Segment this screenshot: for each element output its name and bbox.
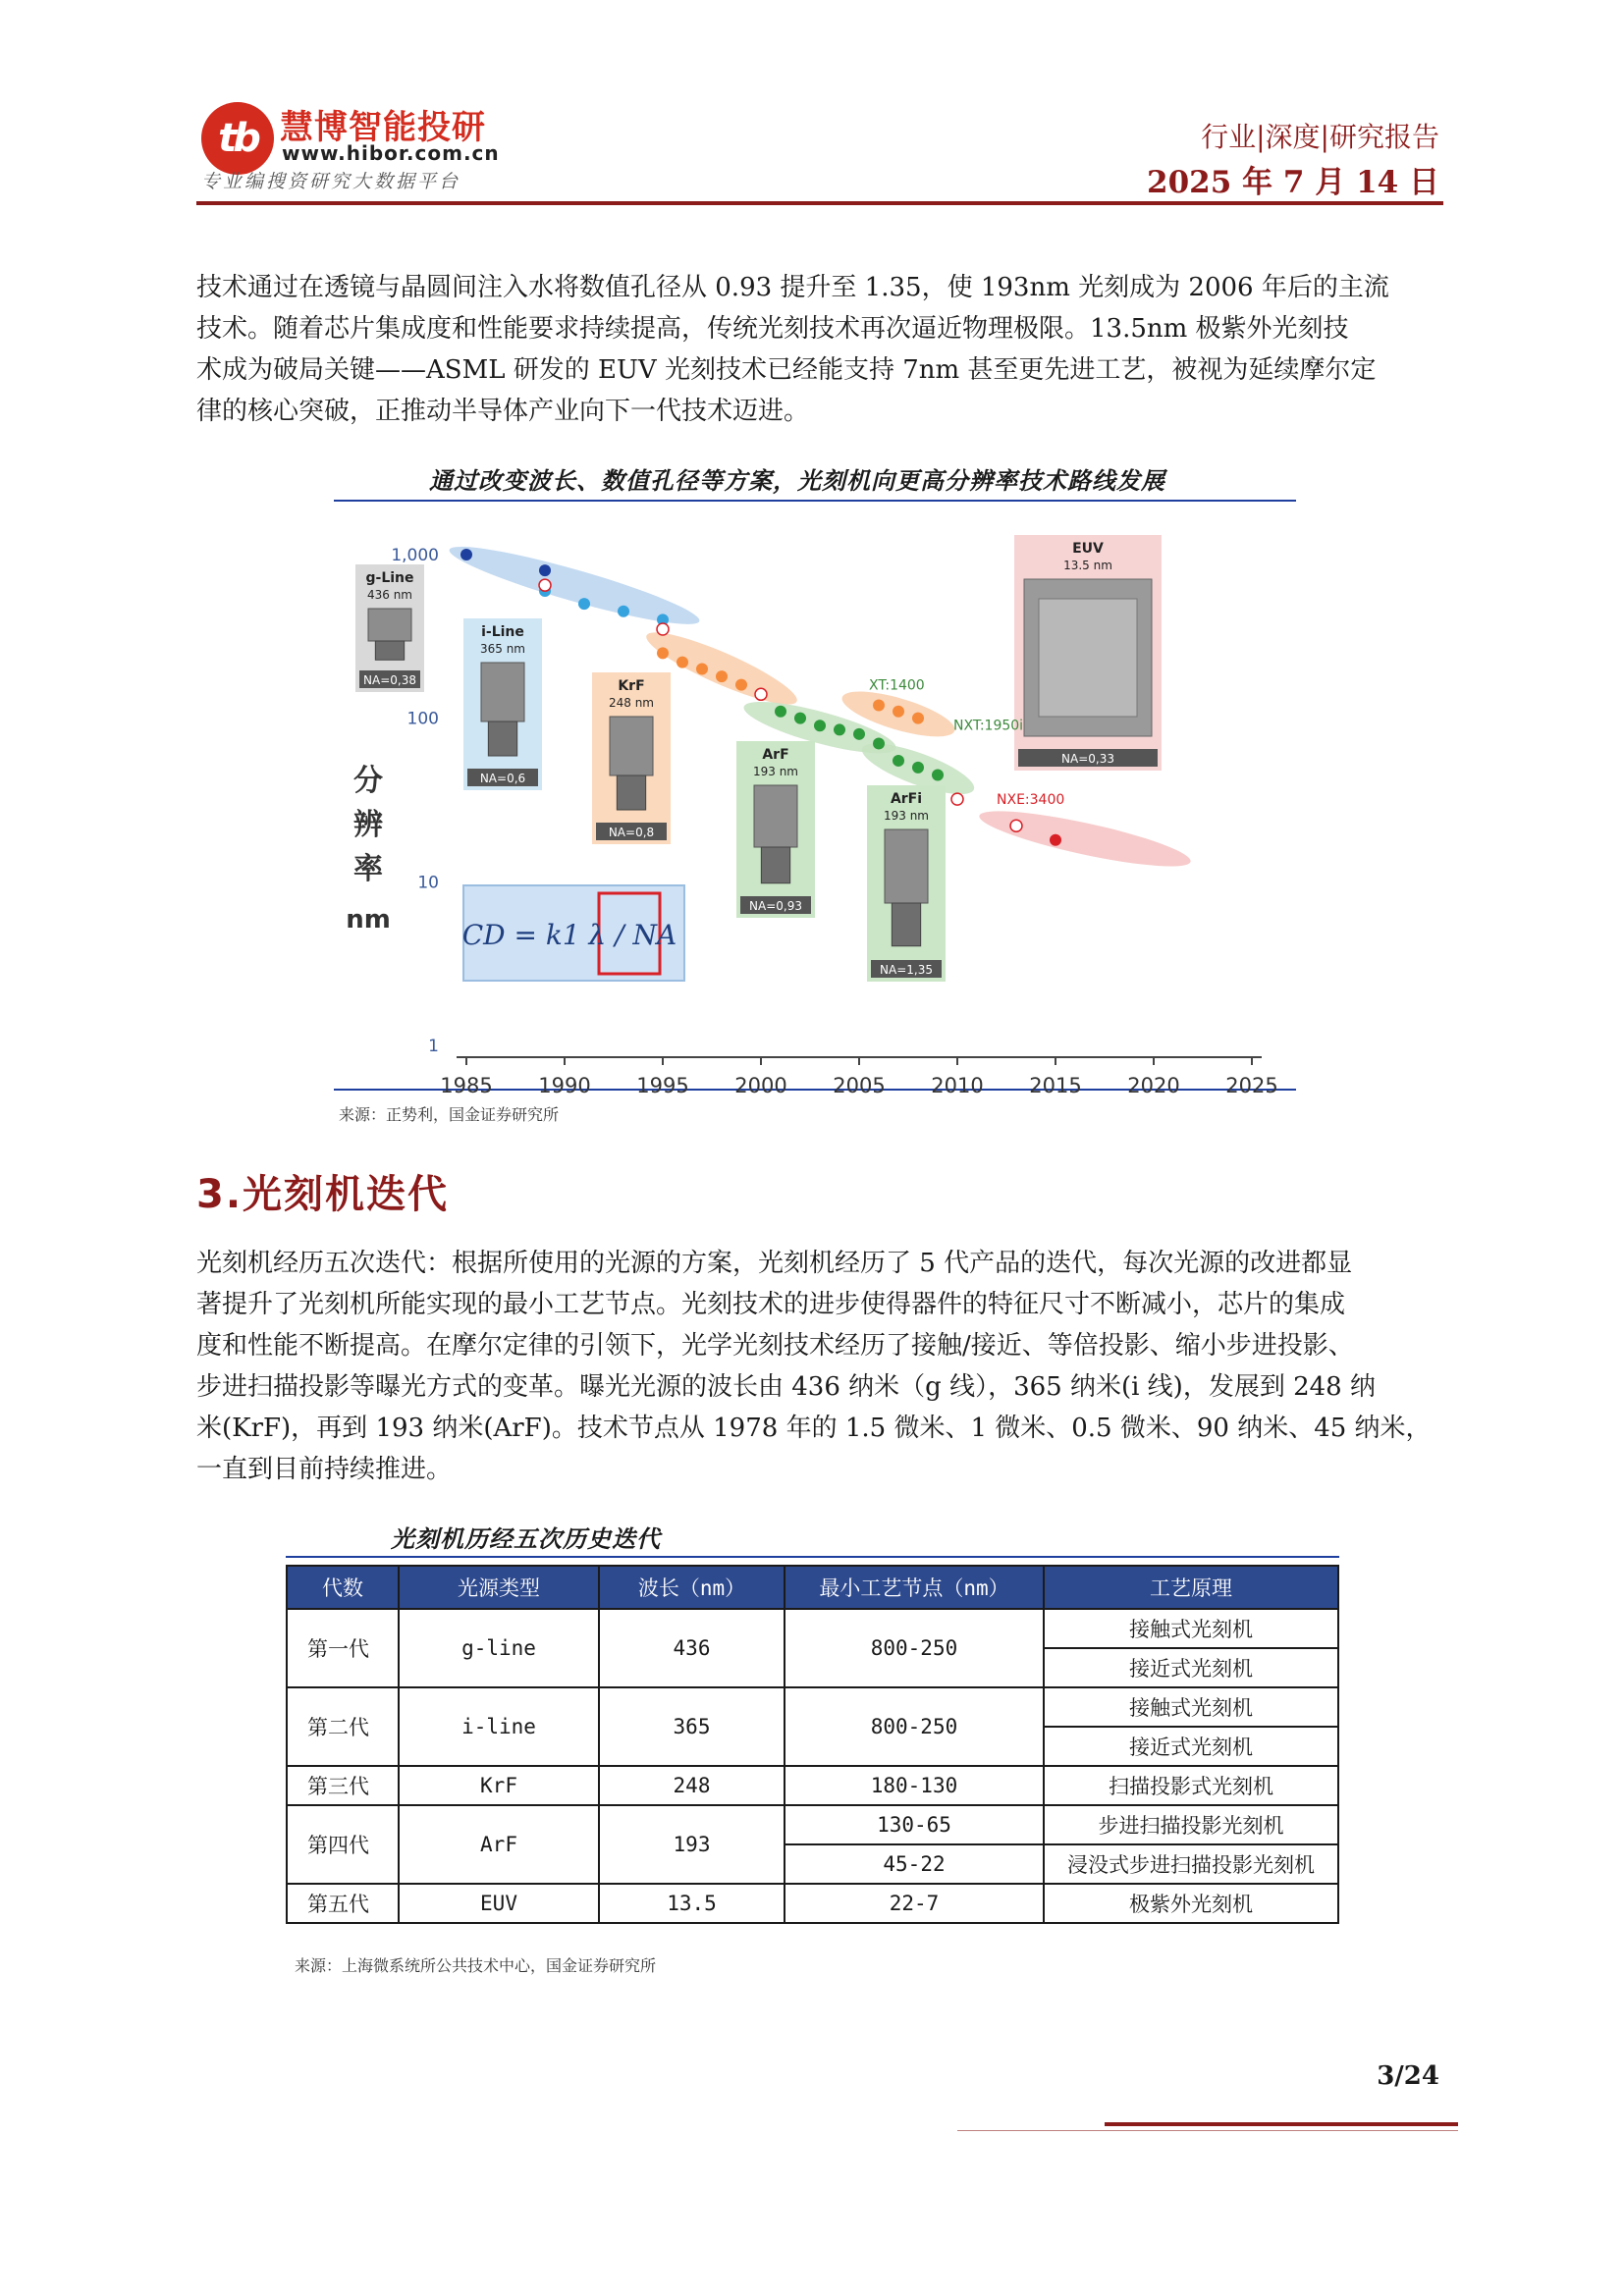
machine-na: NA=0,38 [363, 673, 416, 687]
table-row [287, 1884, 1338, 1923]
machine-wavelength: 193 nm [752, 765, 799, 778]
cell-node: 800-250 [785, 1609, 1044, 1687]
formula-box [462, 885, 684, 981]
lens-tip-image [488, 721, 516, 756]
cell-node: 22-7 [785, 1884, 1044, 1923]
column-header: 光源类型 [399, 1566, 599, 1609]
cell-principle: 步进扫描投影光刻机 [1044, 1805, 1338, 1844]
cell-wavelength: 193 [599, 1805, 785, 1884]
table-row [287, 1766, 1338, 1805]
text-line: 一直到目前持续推进。 [196, 1455, 453, 1484]
hollow-data-point [657, 623, 669, 635]
machine-na: NA=0,33 [1061, 752, 1114, 766]
machine-name: ArF [762, 747, 789, 763]
cell-wavelength: 13.5 [599, 1884, 785, 1923]
machine-name: KrF [618, 678, 645, 694]
logo-url: www.hibor.com.cn [282, 141, 500, 165]
formula-text: CD = k1 λ / NA [461, 919, 677, 951]
x-tick-label: 2020 [1127, 1074, 1180, 1095]
cell-wavelength: 248 [599, 1766, 785, 1805]
data-point [932, 769, 944, 780]
machine-name: EUV [1072, 541, 1104, 557]
section-heading: 3.光刻机迭代 [196, 1172, 450, 1217]
x-tick-label: 2015 [1029, 1074, 1082, 1095]
lens-barrel-image [754, 785, 797, 847]
cell-generation: 第二代 [287, 1687, 399, 1766]
cell-generation: 第一代 [287, 1609, 399, 1687]
column-header: 代数 [287, 1566, 399, 1609]
lens-tip-image [617, 775, 645, 810]
x-tick-label: 1985 [440, 1074, 493, 1095]
cell-wavelength: 436 [599, 1609, 785, 1687]
machine-name: i-Line [481, 624, 524, 640]
cell-generation: 第五代 [287, 1884, 399, 1923]
y-label-char: 率 [353, 852, 383, 886]
report-type: 行业|深度|研究报告 [1201, 121, 1439, 153]
lens-barrel-image [885, 829, 928, 903]
data-point [912, 762, 924, 774]
machine-card [1014, 535, 1162, 771]
y-tick-label: 1 [428, 1037, 439, 1056]
data-point [677, 657, 688, 668]
machine-na: NA=0,6 [479, 772, 526, 785]
data-point [873, 699, 885, 711]
data-point [696, 663, 708, 674]
data-point [775, 706, 786, 718]
machine-na: NA=0,8 [608, 826, 655, 839]
machine-card [867, 785, 946, 982]
machine-wavelength: 436 nm [366, 588, 413, 602]
cell-node: 180-130 [785, 1766, 1044, 1805]
cell-principle: 极紫外光刻机 [1044, 1884, 1338, 1923]
machine-wavelength: 13.5 nm [1063, 559, 1112, 572]
table-top-rule [286, 1556, 1339, 1558]
data-point [893, 706, 904, 718]
table-title: 光刻机历经五次历史迭代 [391, 1524, 661, 1553]
y-tick-label: 1,000 [391, 546, 439, 565]
data-point [794, 713, 806, 724]
lens-tip-image [761, 847, 789, 883]
data-point [539, 564, 551, 576]
cell-source: ArF [399, 1805, 599, 1884]
data-point [578, 598, 590, 610]
data-point [893, 755, 904, 767]
text-line: 度和性能不断提高。在摩尔定律的引领下，光学光刻技术经历了接触/接近、等倍投影、缩小步进投影、 [196, 1331, 1354, 1361]
data-point [873, 737, 885, 749]
machine-card [355, 564, 424, 692]
chart-annotation: XT:1400 [869, 677, 925, 694]
data-point [460, 549, 472, 561]
cell-node: 45-22 [785, 1844, 1044, 1884]
table-source: 来源：上海微系统所公共技术中心，国金证券研究所 [295, 1956, 657, 1975]
cell-node: 130-65 [785, 1805, 1044, 1844]
cell-principle: 接触式光刻机 [1044, 1609, 1338, 1648]
column-header: 波长（nm） [599, 1566, 785, 1609]
data-point [657, 647, 669, 659]
hibor-logo[interactable] [201, 100, 500, 192]
logo-mark: tb [201, 102, 274, 175]
cell-source: KrF [399, 1766, 599, 1805]
text-line: 著提升了光刻机所能实现的最小工艺节点。光刻技术的进步使得器件的特征尺寸不断减小，芯片的集成 [196, 1290, 1346, 1319]
chart-annotation: NXT:1950i [953, 718, 1024, 734]
table-row [287, 1609, 1338, 1648]
data-point [1050, 834, 1061, 846]
cell-generation: 第三代 [287, 1766, 399, 1805]
cell-principle: 接近式光刻机 [1044, 1727, 1338, 1766]
table-row [287, 1687, 1338, 1727]
hollow-data-point [539, 579, 551, 591]
data-point [853, 728, 865, 740]
logo-slogan: 专业编搜资研究大数据平台 [201, 171, 461, 192]
data-point [912, 713, 924, 724]
footer-rule [957, 2130, 1458, 2131]
x-tick-label: 1990 [538, 1074, 591, 1095]
cell-source: g-line [399, 1609, 599, 1687]
intro-paragraph [196, 267, 1438, 432]
data-point [834, 723, 845, 735]
column-header: 最小工艺节点（nm） [785, 1566, 1044, 1609]
logo-name: 慧博智能投研 [280, 108, 486, 147]
hollow-data-point [951, 793, 963, 805]
text-line: 米(KrF)，再到 193 纳米(ArF)。技术节点从 1978 年的 1.5 微米、1 微米、0.5 微米、90 纳米、45 纳米， [196, 1414, 1432, 1443]
hollow-data-point [755, 688, 767, 700]
machine-na: NA=0,93 [749, 899, 802, 913]
text-line: 技术通过在透镜与晶圆间注入水将数值孔径从 0.93 提升至 1.35，使 193nm 光刻成为 2006 年后的主流 [196, 273, 1389, 302]
y-tick-label: 100 [406, 709, 439, 729]
page-number: 3/24 [1377, 2061, 1439, 2091]
y-axis-label [346, 764, 391, 934]
column-header: 工艺原理 [1044, 1566, 1338, 1609]
report-date: 2025 年 7 月 14 日 [1147, 165, 1439, 200]
text-line: 步进扫描投影等曝光方式的变革。曝光光源的波长由 436 纳米（g 线），365 纳米(i 线)，发展到 248 纳 [196, 1372, 1376, 1402]
text-line: 技术。随着芯片集成度和性能要求持续提高，传统光刻技术再次逼近物理极限。13.5nm 极紫外光刻技 [196, 314, 1349, 344]
lens-barrel-image [368, 609, 411, 641]
cell-principle: 浸没式步进扫描投影光刻机 [1044, 1844, 1338, 1884]
lens-tip-image [892, 903, 920, 946]
machine-card [592, 672, 671, 844]
text-line: 光刻机经历五次迭代：根据所使用的光源的方案，光刻机经历了 5 代产品的迭代，每次光源的改进都显 [196, 1249, 1353, 1278]
resolution-roadmap-chart [334, 496, 1296, 1095]
figure-source: 来源：正势利，国金证券研究所 [339, 1105, 560, 1124]
cell-principle: 接触式光刻机 [1044, 1687, 1338, 1727]
chart-annotation: NXE:3400 [997, 791, 1065, 808]
cell-generation: 第四代 [287, 1805, 399, 1884]
header-divider [196, 201, 1443, 205]
generation-table [286, 1565, 1339, 1924]
text-line: 术成为破局关键——ASML 研发的 EUV 光刻技术已经能支持 7nm 甚至更先进工艺，被视为延续摩尔定 [196, 355, 1377, 385]
x-tick-label: 2000 [734, 1074, 787, 1095]
cell-node: 800-250 [785, 1687, 1044, 1766]
cell-wavelength: 365 [599, 1687, 785, 1766]
cell-source: i-line [399, 1687, 599, 1766]
euv-machine-detail [1039, 599, 1137, 717]
cell-principle: 接近式光刻机 [1044, 1648, 1338, 1687]
machine-name: ArFi [890, 791, 923, 807]
machine-card [736, 741, 815, 918]
y-label-char: 辨 [353, 808, 383, 842]
lens-barrel-image [610, 717, 653, 775]
y-label-char: 分 [353, 764, 383, 798]
cell-principle: 扫描投影式光刻机 [1044, 1766, 1338, 1805]
table-header-row [287, 1566, 1338, 1609]
y-tick-label: 10 [417, 873, 439, 893]
x-tick-label: 2005 [833, 1074, 886, 1095]
footer-rule-accent [1105, 2122, 1458, 2126]
x-tick-label: 2010 [931, 1074, 984, 1095]
x-tick-label: 2025 [1225, 1074, 1278, 1095]
figure-title: 通过改变波长、数值孔径等方案，光刻机向更高分辨率技术路线发展 [429, 466, 1165, 495]
lens-barrel-image [481, 663, 524, 721]
lens-tip-image [375, 641, 404, 660]
data-point [716, 670, 728, 682]
machine-name: g-Line [365, 570, 414, 586]
machine-na: NA=1,35 [880, 963, 933, 977]
text-line: 律的核心突破，正推动半导体产业向下一代技术迈进。 [196, 397, 810, 426]
machine-wavelength: 193 nm [883, 809, 930, 823]
y-label-unit: nm [346, 905, 391, 934]
trend-band [976, 801, 1194, 878]
x-tick-label: 1995 [636, 1074, 689, 1095]
machine-wavelength: 365 nm [479, 642, 526, 656]
cell-source: EUV [399, 1884, 599, 1923]
data-point [618, 606, 629, 617]
data-point [735, 679, 747, 691]
machine-wavelength: 248 nm [608, 696, 655, 710]
hollow-data-point [1010, 820, 1022, 831]
section-paragraph [196, 1243, 1438, 1490]
data-point [814, 720, 826, 731]
machine-card [463, 618, 542, 790]
table-row [287, 1805, 1338, 1844]
